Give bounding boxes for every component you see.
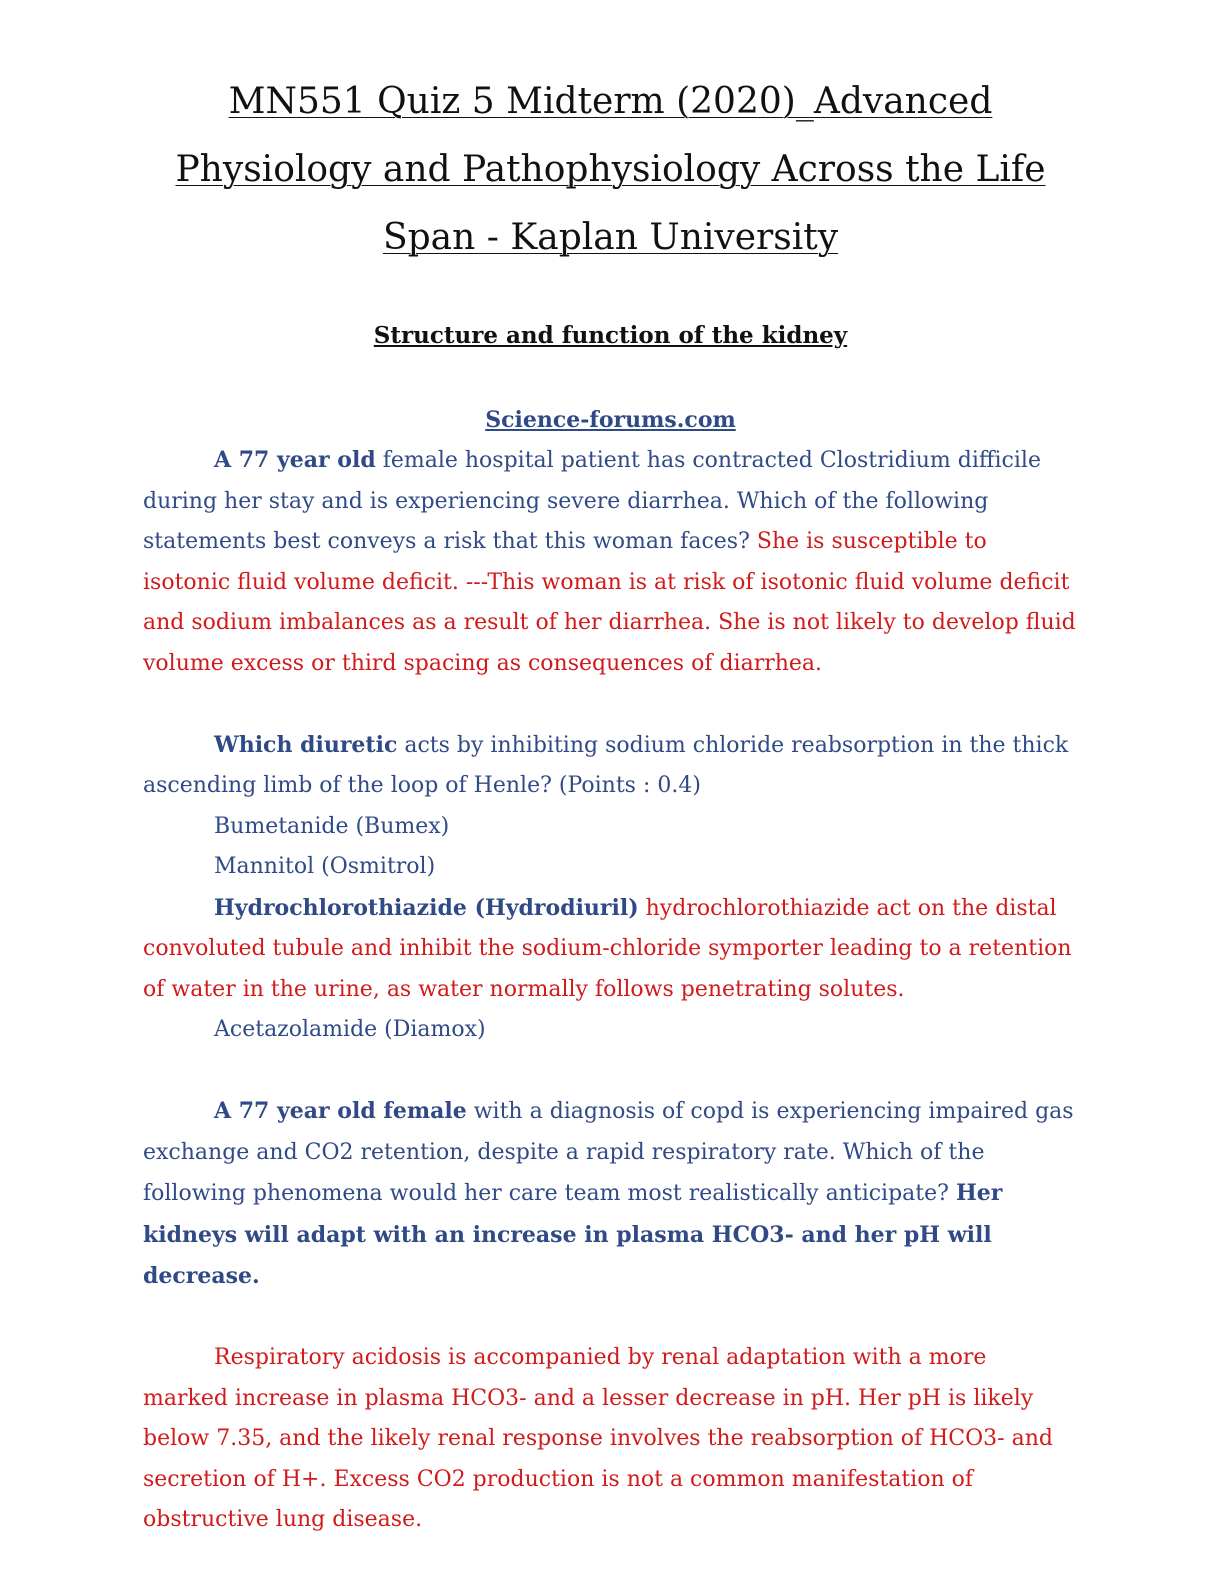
question-2-option-3 (143, 888, 1078, 1011)
question-3-explanation: Respiratory acidosis is accompanied by renal adaptation with a more marked increase in plasma HCO3- and a lesser decrease in pH. Her pH is likely below 7.35, and the likely renal response involves the reabsorption of HCO3- and secretion of H+. Excess CO2 production is not a common manifestation of obstructive lung disease. (143, 1345, 1053, 1532)
question-2-option-4: Acetazolamide (Diamox) (214, 1017, 486, 1042)
title-line-1: MN551 Quiz 5 Midterm (2020)_Advanced (228, 81, 993, 122)
question-2 (143, 725, 1078, 807)
question-3 (143, 1091, 1078, 1298)
document-title (143, 68, 1078, 272)
question-2-correct-option: Hydrochlorothiazide (Hydrodiuril) (214, 894, 639, 921)
document-page (143, 68, 1078, 1541)
title-line-2: Physiology and Pathophysiology Across the Life (175, 149, 1046, 190)
question-1 (143, 440, 1078, 684)
question-2-lead: Which diuretic (214, 731, 398, 758)
question-2-option-1: Bumetanide (Bumex) (214, 813, 450, 839)
question-3-lead: A 77 year old female (214, 1098, 467, 1124)
question-2-stem: acts by inhibiting sodium chloride reabsorption in the thick ascending limb of the loop of Henle? (Points : 0.4) (143, 732, 1069, 798)
question-3-answer: Her kidneys will adapt with an increase in plasma HCO3- and her pH will decrease. (143, 1180, 1003, 1289)
title-line-3: Span - Kaplan University (382, 217, 839, 258)
source-link[interactable]: Science-forums.com (485, 407, 736, 433)
question-1-stem: female hospital patient has contracted Clostridium difficile during her stay and is experiencing severe diarrhea. Which of the following statements best conveys a risk that this woman faces? (143, 448, 1041, 554)
section-heading: Structure and function of the kidney (373, 322, 848, 349)
question-1-answer: She is susceptible to isotonic fluid volume deficit. ---This woman is at risk of isotonic fluid volume deficit and sodium imbalances as a result of her diarrhea. She is not likely to develop fluid volume excess or third spacing as consequences of diarrhea. (143, 529, 1076, 676)
spacer (143, 1051, 1078, 1092)
question-3-stem: with a diagnosis of copd is experiencing impaired gas exchange and CO2 retention, despite a rapid respiratory rate. Which of the following phenomena would her care team most realistically anticipate? (143, 1099, 1074, 1206)
question-2-explanation: hydrochlorothiazide act on the distal convoluted tubule and inhibit the sodium-chloride symporter leading to a retention of water in the urine, as water normally follows penetrating solutes. (143, 895, 1072, 1002)
spacer (143, 684, 1078, 725)
spacer (143, 1298, 1078, 1339)
question-1-lead: A 77 year old (214, 447, 376, 473)
question-2-option-2: Mannitol (Osmitrol) (214, 854, 436, 879)
